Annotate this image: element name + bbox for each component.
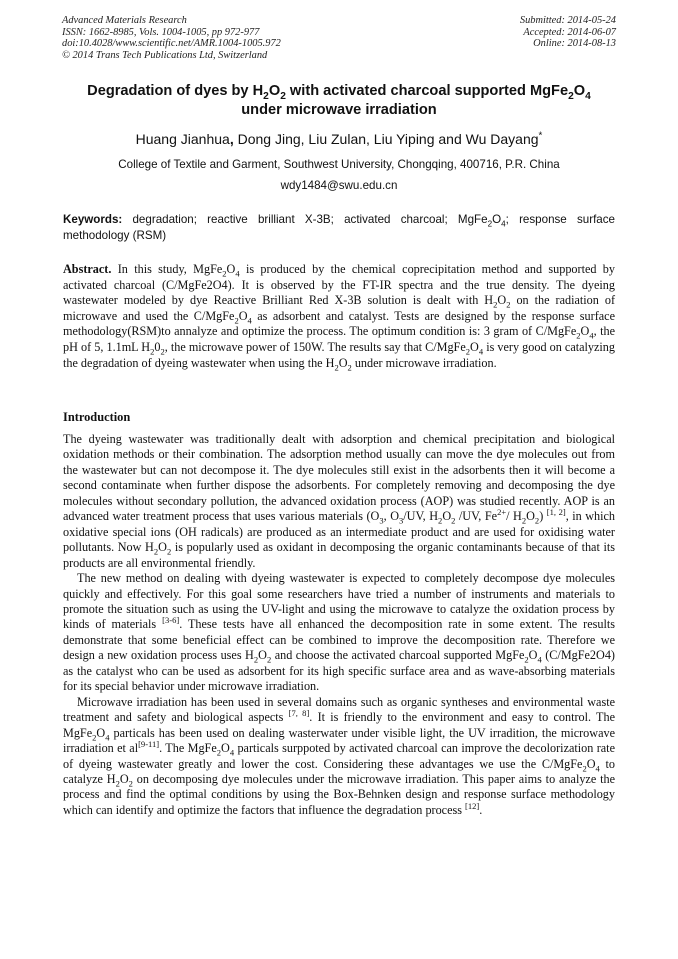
citation: [1, 2] [546,507,566,518]
abstract: Abstract. In this study, $MgFe_2O_4$ is produced by the chemical coprecipitation method and supported by activated charcoal (C/MgFe2O4). It is observed by the FT-IR spectra and the true density. The dyeing wastewater modeled by dye Reactive Brilliant Red X-3B solution is dealt with $H_2O_2$ on the radiation of microwave and used the $C/MgFe_2O_4$ as adsorbent and catalyst. Tests are designed by the response surface methodology(RSM)to annalyze and optimize the process. The optimum condition is: 3 gram of $C/MgFe_2O_4$, the pH of 5, 1.1mL $H_20_2$, the microwave power of 150W. The results say that $C/MgFe_2O_4$ is very good on catalyzing the degradation of dyeing wastewater when using the $H_2O_2$ under microwave irradiation. [63,262,616,372]
journal-copyright: © 2014 Trans Tech Publications Ltd, Switzerland [62,49,268,61]
citation: [3-6] [162,615,180,626]
keywords-label: Keywords: [63,213,123,226]
journal-name: Advanced Materials Research [62,15,187,26]
abstract-label: Abstract. [63,262,112,276]
citation: [9-11] [138,739,160,749]
submitted-date: Submitted: 2014-05-24 [519,15,616,26]
keywords: Keywords: degradation; reactive brilliant X-3B; activated charcoal; $MgFe_2O_4$; response surface methodology (RSM) [63,213,615,242]
journal-info [62,15,281,61]
introduction-body [63,432,615,818]
paper-title-line2: under microwave irradiation [241,102,437,118]
affiliation: College of Textile and Garment, Southwest University, Chongqing, 400716, P.R. China [118,158,560,171]
journal-doi[interactable]: doi:10.4028/www.scientific.net/AMR.1004-1005.972 [62,38,281,49]
paragraph: Microwave irradiation has been used in several domains such as organic syntheses and environmental waste treatment and safety and biological aspects [7, 8]. It is friendly to the environment and easy to control. The $MgFe_2O_4$ particals has been used on dealing wasterwater under visible light, the UV irradition, the microwave irradiation et al[9-11]. The $MgFe_2O_4$ particals surppoted by activated charcoal can improve the decolorization rate of dyeing wastewater greatly and lower the cost. Considering these advantages we use the $C/MgFe_2O_4$ to catalyze $H_2O_2$ on decomposing dye molecules under the microwave irradiation. This paper aims to analyze the process and find the optimal conditions by using the Box-Behnken design and response surface methodology which can identify and optimize the factors that influence the degradation process [12]. [63,694,616,817]
accepted-date: Accepted: 2014-06-07 [523,26,616,38]
author-email[interactable]: wdy1484@swu.edu.cn [280,179,398,192]
author: Dong Jing [237,131,301,147]
citation: [7, 8] [288,708,310,719]
paragraph: The new method on dealing with dyeing wastewater is expected to completely decompose dye molecules quickly and effectively. For this goal some researchers have tried a number of instruments and materials to promote the situation such as using the UV-light and using the microwave to catalyze the oxidation process by kinds of materials [3-6]. These tests have all enhanced the decomposition rate in some extent. The results demonstrate that some beneficial effect can be combined to improve the decomposition rate. Therefore we design a new oxidation process uses $H_2O_2$ and choose the activated charcoal supported $MgFe_2O_4$ (C/MgFe2O4) as the catalyst who can be used as adsorbent for its high specific surface area and as wave-absorbing materials for its special behavior under microwave irradiation. [63,571,615,694]
submission-dates [520,15,616,50]
section-heading-introduction: Introduction [63,410,131,424]
online-date: Online: 2014-08-13 [533,38,616,49]
paragraph: The dyeing wastewater was traditionally dealt with adsorption and chemical precipitation and biological oxidation methods or their combination. The adsorption method usually can move the dye molecules out from the wastewater but can not decompose it. The dye molecules still exist in the adsorbents then it will become a second contaminate when further dispose the adsorbents. For completely removing and decomposing the dye molecules without secondary pollution, the advanced oxidation process (AOP) was studied recently. AOP is an advanced water treatment process that uses various materials ($O_3$, $O_3/UV$, $H_2O_2$ /UV, $Fe^{2+}/$ $H_2O_2$) [1, 2], in which oxidative special ions (OH radicals) are produced as an intermediate product and are used for oxidising water pollutants. Now $H_2O_2$ is popularly used as oxidant in decomposing the organic contaminants because of that its products are all environmental friendly. [63,432,616,570]
author: Huang Jianhua [135,131,230,147]
paper-title: Degradation of dyes by $H_2O_2$ with activated charcoal supported $MgFe_2O_4$ under microwave irradiation [87,83,591,118]
journal-issn: ISSN: 1662-8985, Vols. 1004-1005, pp 972-977 [62,26,260,38]
corresponding-author-mark: * [538,130,543,142]
citation: [12] [465,800,480,811]
author-list: Huang Jianhua, Dong Jing, Liu Zulan, Liu Yiping and Wu Dayang* [135,130,543,147]
